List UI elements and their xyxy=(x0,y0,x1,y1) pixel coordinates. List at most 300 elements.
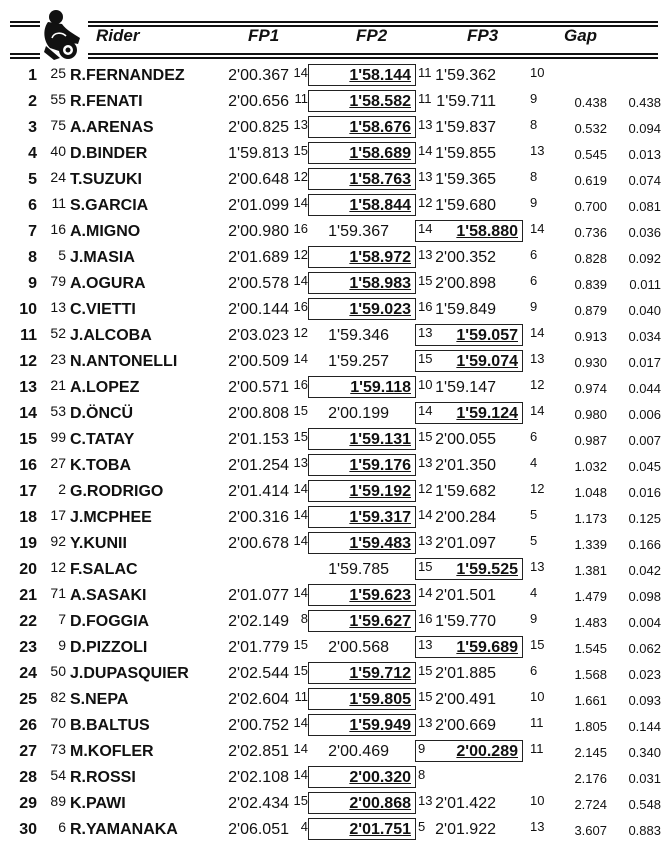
gap-to-leader: 0.879 xyxy=(574,303,607,318)
fp1-lap: 13 xyxy=(293,455,308,470)
table-row xyxy=(0,557,664,583)
fp3-time: 2'01.922 xyxy=(435,821,496,838)
gap-to-previous: 0.166 xyxy=(628,537,661,552)
position: 11 xyxy=(20,327,37,344)
gap-to-leader: 2.145 xyxy=(574,745,607,760)
gap-to-previous: 0.013 xyxy=(628,147,661,162)
fp2-time: 2'00.469 xyxy=(328,743,389,760)
rider-number: 54 xyxy=(50,767,66,783)
fp3-lap: 6 xyxy=(530,273,538,288)
rider-number: 79 xyxy=(50,273,66,289)
fp2-lap: 14 xyxy=(418,143,433,158)
fp3-time: 1'59.849 xyxy=(435,301,496,318)
rider-name: C.TATAY xyxy=(70,431,135,448)
table-row xyxy=(0,297,664,323)
gap-to-leader: 1.805 xyxy=(574,719,607,734)
rider-name: S.GARCIA xyxy=(70,197,149,214)
fp2-lap: 9 xyxy=(418,741,426,756)
fp3-lap: 6 xyxy=(530,429,538,444)
fp2-lap: 13 xyxy=(418,169,433,184)
fp3-time: 2'00.055 xyxy=(435,431,496,448)
rider-number: 53 xyxy=(50,403,66,419)
fp2-time: 1'58.676 xyxy=(308,116,416,138)
rider-name: K.TOBA xyxy=(70,457,132,474)
rider-number: 24 xyxy=(50,169,66,185)
fp2-lap: 13 xyxy=(418,325,433,340)
fp1-lap: 13 xyxy=(293,117,308,132)
gap-to-leader: 1.032 xyxy=(574,459,607,474)
fp1-lap: 14 xyxy=(293,767,308,782)
rider-name: J.ALCOBA xyxy=(70,327,152,344)
rider-number: 75 xyxy=(50,117,66,133)
gap-to-previous: 0.081 xyxy=(628,199,661,214)
fp1-lap: 15 xyxy=(293,663,308,678)
fp1-lap: 16 xyxy=(293,221,308,236)
fp3-time: 1'59.147 xyxy=(435,379,496,396)
fp2-lap: 11 xyxy=(418,65,432,80)
table-row xyxy=(0,609,664,635)
fp1-lap: 8 xyxy=(300,611,308,626)
fp2-time: 1'59.627 xyxy=(308,610,416,632)
gap-to-leader: 0.974 xyxy=(574,381,607,396)
fp2-time: 1'59.257 xyxy=(328,353,389,370)
rider-name: A.MIGNO xyxy=(70,223,141,240)
fp2-lap: 14 xyxy=(418,221,433,236)
fp3-lap: 12 xyxy=(530,481,545,496)
gap-to-previous: 0.092 xyxy=(628,251,661,266)
position: 24 xyxy=(19,665,37,682)
position: 9 xyxy=(28,275,37,292)
rider-number: 70 xyxy=(50,715,66,731)
rider-name: R.ROSSI xyxy=(70,769,136,786)
gap-to-leader: 1.048 xyxy=(574,485,607,500)
position: 5 xyxy=(28,171,37,188)
fp3-lap: 13 xyxy=(530,559,545,574)
gap-to-leader: 0.987 xyxy=(574,433,607,448)
fp1-time: 2'00.980 xyxy=(228,223,289,240)
table-row xyxy=(0,89,664,115)
table-row xyxy=(0,635,664,661)
rider-name: A.OGURA xyxy=(70,275,146,292)
fp3-time: 1'59.680 xyxy=(435,197,496,214)
table-row xyxy=(0,479,664,505)
fp2-lap: 16 xyxy=(418,611,433,626)
fp1-time: 2'01.779 xyxy=(228,639,289,656)
rider-number: 99 xyxy=(50,429,66,445)
fp3-time: 1'59.124 xyxy=(415,402,523,424)
gap-to-leader: 0.438 xyxy=(574,95,607,110)
table-row xyxy=(0,739,664,765)
fp1-lap: 15 xyxy=(293,143,308,158)
table-row xyxy=(0,661,664,687)
fp1-lap: 11 xyxy=(294,91,308,106)
fp1-lap: 14 xyxy=(293,533,308,548)
fp1-time: 2'00.825 xyxy=(228,119,289,136)
rider-name: J.MASIA xyxy=(70,249,135,266)
fp1-lap: 14 xyxy=(293,507,308,522)
fp2-lap: 15 xyxy=(418,559,433,574)
table-row xyxy=(0,245,664,271)
fp3-lap: 10 xyxy=(530,65,545,80)
gap-to-leader: 0.980 xyxy=(574,407,607,422)
fp2-time: 1'59.023 xyxy=(308,298,416,320)
fp2-lap: 15 xyxy=(418,689,433,704)
fp2-lap: 14 xyxy=(418,403,433,418)
gap-to-leader: 0.839 xyxy=(574,277,607,292)
rider-number: 2 xyxy=(58,481,66,497)
position: 19 xyxy=(19,535,37,552)
table-row xyxy=(0,583,664,609)
fp3-time: 2'00.898 xyxy=(435,275,496,292)
fp2-time: 2'00.199 xyxy=(328,405,389,422)
fp2-lap: 13 xyxy=(418,715,433,730)
rider-number: 52 xyxy=(50,325,66,341)
header-rider: Rider xyxy=(96,26,140,45)
fp2-time: 1'59.785 xyxy=(328,561,389,578)
rider-name: A.LOPEZ xyxy=(70,379,140,396)
position: 10 xyxy=(19,301,37,318)
gap-to-previous: 0.042 xyxy=(628,563,661,578)
table-row xyxy=(0,323,664,349)
position: 17 xyxy=(19,483,37,500)
position: 14 xyxy=(19,405,37,422)
table-header xyxy=(0,0,664,62)
fp1-lap: 14 xyxy=(293,65,308,80)
gap-to-leader: 1.483 xyxy=(574,615,607,630)
header-rule-bottom xyxy=(88,53,658,55)
gap-to-previous: 0.340 xyxy=(628,745,661,760)
position: 15 xyxy=(19,431,37,448)
fp2-lap: 12 xyxy=(418,195,433,210)
gap-to-previous: 0.045 xyxy=(628,459,661,474)
table-row xyxy=(0,713,664,739)
gap-to-leader: 0.736 xyxy=(574,225,607,240)
fp3-time: 2'01.501 xyxy=(435,587,496,604)
fp2-time: 2'00.868 xyxy=(308,792,416,814)
header-rule-top-left-2 xyxy=(10,25,40,27)
fp1-lap: 11 xyxy=(294,689,308,704)
gap-to-leader: 1.479 xyxy=(574,589,607,604)
gap-to-previous: 0.007 xyxy=(628,433,661,448)
header-fp1: FP1 xyxy=(248,26,280,45)
fp1-lap: 14 xyxy=(293,195,308,210)
fp1-lap: 15 xyxy=(293,429,308,444)
gap-to-previous: 0.098 xyxy=(628,589,661,604)
fp1-time: 2'01.414 xyxy=(228,483,289,500)
fp2-time: 1'59.367 xyxy=(328,223,389,240)
gap-to-leader: 0.930 xyxy=(574,355,607,370)
fp1-time: 2'00.752 xyxy=(228,717,289,734)
table-row xyxy=(0,427,664,453)
position: 7 xyxy=(28,223,37,240)
fp1-lap: 15 xyxy=(293,793,308,808)
gap-to-previous: 0.093 xyxy=(628,693,661,708)
gap-to-leader: 0.700 xyxy=(574,199,607,214)
gap-to-previous: 0.006 xyxy=(628,407,661,422)
rider-number: 11 xyxy=(51,195,66,211)
fp3-lap: 14 xyxy=(530,325,545,340)
fp3-lap: 9 xyxy=(530,91,538,106)
rider-name: Y.KUNII xyxy=(70,535,127,552)
fp1-time: 2'00.808 xyxy=(228,405,289,422)
fp3-lap: 4 xyxy=(530,585,538,600)
fp2-time: 1'58.582 xyxy=(308,90,416,112)
header-rule-top xyxy=(88,21,658,23)
fp3-time: 1'59.837 xyxy=(435,119,496,136)
fp3-lap: 14 xyxy=(530,403,545,418)
fp1-lap: 14 xyxy=(293,351,308,366)
fp1-time: 2'02.544 xyxy=(228,665,289,682)
fp1-time: 2'02.851 xyxy=(228,743,289,760)
fp2-lap: 13 xyxy=(418,793,433,808)
fp1-time: 2'00.571 xyxy=(228,379,289,396)
gap-to-leader: 1.339 xyxy=(574,537,607,552)
gap-to-previous: 0.883 xyxy=(628,823,661,838)
rider-name: J.DUPASQUIER xyxy=(70,665,189,682)
table-row xyxy=(0,271,664,297)
rider-number: 5 xyxy=(58,247,66,263)
header-rule-top-left xyxy=(10,21,40,23)
fp2-time: 1'59.317 xyxy=(308,506,416,528)
header-rule-bottom-2 xyxy=(88,57,658,59)
rider-number: 12 xyxy=(50,559,66,575)
gap-to-previous: 0.144 xyxy=(628,719,661,734)
fp2-time: 2'00.568 xyxy=(328,639,389,656)
fp1-lap: 14 xyxy=(293,273,308,288)
rider-number: 82 xyxy=(50,689,66,705)
position: 27 xyxy=(19,743,37,760)
fp3-time: 2'00.491 xyxy=(435,691,496,708)
gap-to-leader: 0.913 xyxy=(574,329,607,344)
fp1-time: 2'00.656 xyxy=(228,93,289,110)
rider-number: 21 xyxy=(50,377,66,393)
fp3-time: 2'01.885 xyxy=(435,665,496,682)
table-row xyxy=(0,115,664,141)
position: 22 xyxy=(19,613,37,630)
fp1-time: 2'00.316 xyxy=(228,509,289,526)
fp3-lap: 8 xyxy=(530,169,538,184)
fp2-lap: 11 xyxy=(418,91,432,106)
fp2-time: 2'00.320 xyxy=(308,766,416,788)
fp3-time: 1'59.525 xyxy=(415,558,523,580)
fp1-lap: 14 xyxy=(293,715,308,730)
fp2-time: 1'58.844 xyxy=(308,194,416,216)
rider-number: 27 xyxy=(50,455,66,471)
table-row xyxy=(0,349,664,375)
rider-number: 50 xyxy=(50,663,66,679)
position: 12 xyxy=(19,353,37,370)
fp2-lap: 13 xyxy=(418,117,433,132)
rider-name: R.FENATI xyxy=(70,93,143,110)
rider-name: R.FERNANDEZ xyxy=(70,67,185,84)
gap-to-previous: 0.011 xyxy=(629,277,661,292)
gap-to-previous: 0.017 xyxy=(628,355,661,370)
fp1-time: 2'00.678 xyxy=(228,535,289,552)
table-row xyxy=(0,401,664,427)
gap-to-previous: 0.044 xyxy=(628,381,661,396)
fp3-lap: 8 xyxy=(530,117,538,132)
fp1-time: 1'59.813 xyxy=(228,145,289,162)
gap-to-previous: 0.016 xyxy=(628,485,661,500)
fp3-time: 1'59.365 xyxy=(435,171,496,188)
fp1-time: 2'02.149 xyxy=(228,613,289,630)
header-fp3: FP3 xyxy=(467,26,499,45)
position: 8 xyxy=(28,249,37,266)
fp3-time: 2'01.350 xyxy=(435,457,496,474)
fp2-time: 1'58.763 xyxy=(308,168,416,190)
fp3-lap: 5 xyxy=(530,533,538,548)
header-rule-bottom-left xyxy=(10,53,40,55)
position: 20 xyxy=(19,561,37,578)
fp2-time: 1'58.972 xyxy=(308,246,416,268)
fp1-time: 2'03.023 xyxy=(228,327,289,344)
fp2-time: 1'59.483 xyxy=(308,532,416,554)
fp2-time: 1'58.983 xyxy=(308,272,416,294)
fp1-lap: 14 xyxy=(293,585,308,600)
table-row xyxy=(0,453,664,479)
header-rule-bottom-left-2 xyxy=(10,57,40,59)
fp2-lap: 13 xyxy=(418,247,433,262)
position: 13 xyxy=(19,379,37,396)
fp3-lap: 11 xyxy=(530,715,544,730)
fp2-time: 1'59.176 xyxy=(308,454,416,476)
fp3-time: 1'59.689 xyxy=(415,636,523,658)
position: 2 xyxy=(28,93,37,110)
rider-number: 40 xyxy=(50,143,66,159)
rider-number: 17 xyxy=(50,507,66,523)
fp1-time: 2'00.509 xyxy=(228,353,289,370)
fp2-time: 1'59.623 xyxy=(308,584,416,606)
fp3-lap: 13 xyxy=(530,819,545,834)
position: 1 xyxy=(28,67,37,84)
motorcycle-rider-icon xyxy=(38,8,90,62)
table-row xyxy=(0,817,664,843)
gap-to-leader: 1.173 xyxy=(574,511,607,526)
gap-to-leader: 1.545 xyxy=(574,641,607,656)
table-row xyxy=(0,531,664,557)
gap-to-previous: 0.034 xyxy=(628,329,661,344)
fp3-lap: 6 xyxy=(530,247,538,262)
fp1-time: 2'02.604 xyxy=(228,691,289,708)
fp1-time: 2'02.434 xyxy=(228,795,289,812)
table-row xyxy=(0,687,664,713)
fp1-lap: 14 xyxy=(293,481,308,496)
fp2-time: 1'59.805 xyxy=(308,688,416,710)
fp2-lap: 14 xyxy=(418,585,433,600)
rider-name: C.VIETTI xyxy=(70,301,136,318)
position: 28 xyxy=(19,769,37,786)
fp1-time: 2'01.689 xyxy=(228,249,289,266)
rider-name: D.BINDER xyxy=(70,145,148,162)
rider-name: G.RODRIGO xyxy=(70,483,164,500)
fp1-time: 2'01.077 xyxy=(228,587,289,604)
fp2-lap: 13 xyxy=(418,533,433,548)
rider-name: A.SASAKI xyxy=(70,587,147,604)
position: 23 xyxy=(19,639,37,656)
rider-name: D.FOGGIA xyxy=(70,613,150,630)
fp1-time: 2'01.254 xyxy=(228,457,289,474)
fp3-lap: 9 xyxy=(530,195,538,210)
position: 18 xyxy=(19,509,37,526)
fp3-time: 1'58.880 xyxy=(415,220,523,242)
rider-number: 89 xyxy=(50,793,66,809)
fp1-lap: 16 xyxy=(293,377,308,392)
position: 30 xyxy=(19,821,37,838)
gap-to-leader: 2.176 xyxy=(574,771,607,786)
fp2-time: 1'59.346 xyxy=(328,327,389,344)
fp1-lap: 4 xyxy=(300,819,308,834)
fp2-lap: 16 xyxy=(418,299,433,314)
fp3-lap: 13 xyxy=(530,351,545,366)
rider-number: 16 xyxy=(50,221,66,237)
fp1-lap: 12 xyxy=(293,325,308,340)
fp3-time: 1'59.711 xyxy=(436,93,496,110)
fp3-lap: 9 xyxy=(530,299,538,314)
fp2-lap: 15 xyxy=(418,273,433,288)
table-row xyxy=(0,193,664,219)
gap-to-previous: 0.004 xyxy=(628,615,661,630)
fp2-time: 1'58.689 xyxy=(308,142,416,164)
rider-name: M.KOFLER xyxy=(70,743,154,760)
fp1-lap: 16 xyxy=(293,299,308,314)
gap-to-leader: 1.381 xyxy=(574,563,607,578)
gap-to-leader: 1.568 xyxy=(574,667,607,682)
fp1-lap: 12 xyxy=(293,169,308,184)
fp3-lap: 10 xyxy=(530,689,545,704)
position: 6 xyxy=(28,197,37,214)
table-row xyxy=(0,505,664,531)
fp3-lap: 6 xyxy=(530,663,538,678)
gap-to-previous: 0.040 xyxy=(628,303,661,318)
table-row xyxy=(0,141,664,167)
table-row xyxy=(0,791,664,817)
fp3-time: 2'01.097 xyxy=(435,535,496,552)
gap-to-previous: 0.548 xyxy=(628,797,661,812)
gap-to-previous: 0.074 xyxy=(628,173,661,188)
gap-to-previous: 0.125 xyxy=(628,511,661,526)
fp3-lap: 13 xyxy=(530,143,545,158)
fp3-lap: 10 xyxy=(530,793,545,808)
position: 4 xyxy=(28,145,37,162)
fp3-time: 2'00.284 xyxy=(435,509,496,526)
gap-to-previous: 0.023 xyxy=(628,667,661,682)
rider-number: 9 xyxy=(58,637,66,653)
fp2-lap: 10 xyxy=(418,377,433,392)
table-row xyxy=(0,765,664,791)
fp2-lap: 15 xyxy=(418,351,433,366)
position: 21 xyxy=(19,587,37,604)
gap-to-previous: 0.036 xyxy=(628,225,661,240)
fp2-lap: 5 xyxy=(418,819,426,834)
table-row xyxy=(0,63,664,89)
fp3-lap: 11 xyxy=(530,741,544,756)
gap-to-previous: 0.438 xyxy=(628,95,661,110)
fp3-time: 2'01.422 xyxy=(435,795,496,812)
fp1-time: 2'00.648 xyxy=(228,171,289,188)
fp2-time: 1'59.118 xyxy=(308,376,416,398)
fp2-time: 2'01.751 xyxy=(308,818,416,840)
fp3-time: 2'00.289 xyxy=(415,740,523,762)
rider-name: N.ANTONELLI xyxy=(70,353,178,370)
gap-to-leader: 0.545 xyxy=(574,147,607,162)
fp3-lap: 5 xyxy=(530,507,538,522)
rider-number: 55 xyxy=(50,91,66,107)
fp3-lap: 15 xyxy=(530,637,545,652)
position: 29 xyxy=(19,795,37,812)
fp1-lap: 14 xyxy=(293,741,308,756)
rider-number: 13 xyxy=(50,299,66,315)
rider-number: 25 xyxy=(50,65,66,81)
